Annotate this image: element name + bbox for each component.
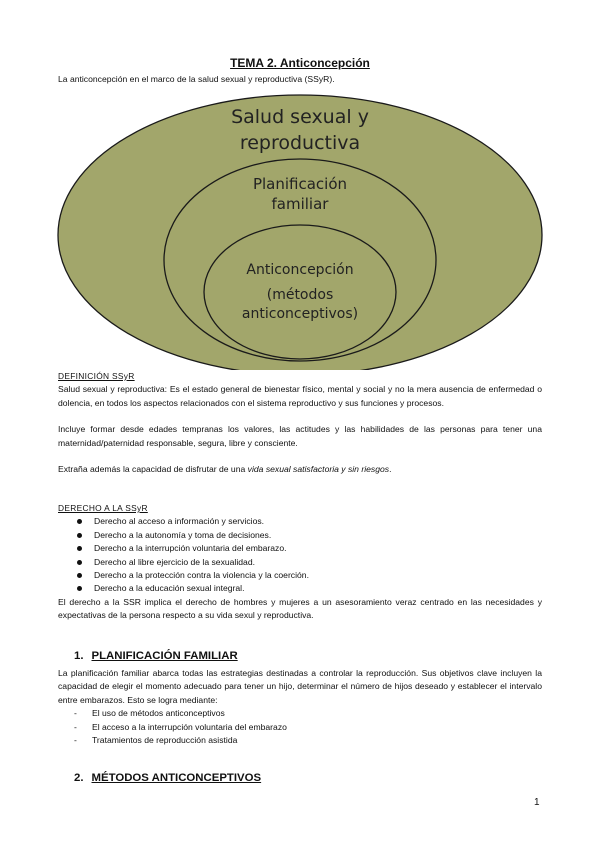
section1-list <box>58 707 542 747</box>
p3-post: . <box>389 464 392 475</box>
p3-pre: Extraña además la capacidad de disfrutar de una <box>58 464 248 475</box>
p3-emphasis: vida sexual satisfactoria y sin riesgos <box>247 464 390 475</box>
page-title: TEMA 2. Anticoncepción <box>230 56 370 70</box>
definicion-heading: DEFINICIÓN SSyR <box>58 371 135 381</box>
list-item: Derecho a la educación sexual integral. <box>58 582 542 595</box>
derecho-heading: DERECHO A LA SSyR <box>58 503 148 513</box>
definicion-paragraph-2: Incluye formar desde edades tempranas los valores, las actitudes y las habilidades de las personas para tener una maternidad/paternidad responsable, segura, libre y consciente. <box>58 424 542 448</box>
inner-label-line3: anticonceptivos) <box>241 306 359 322</box>
middle-label-line2: familiar <box>271 195 329 213</box>
section2-label: MÉTODOS ANTICONCEPTIVOS <box>91 772 262 784</box>
section1-number: 1. <box>74 650 84 662</box>
list-item: - El uso de métodos anticonceptivos <box>58 707 542 720</box>
definicion-paragraph-1: Salud sexual y reproductiva: Es el estado general de bienestar físico, mental y social y no la mera ausencia de enfermedad o dolencia, en todos los aspectos relacionados con el sistema reproductivo y sus funciones y procesos. <box>58 384 542 408</box>
section1-body <box>58 667 542 747</box>
inner-label-line2: (métodos <box>266 287 334 303</box>
derecho-section <box>58 502 542 623</box>
list-item: - Tratamientos de reproducción asistida <box>58 734 542 747</box>
derecho-list <box>58 515 542 595</box>
intro-text: La anticoncepción en el marco de la salud sexual y reproductiva (SSyR). <box>58 74 335 84</box>
list-item: Derecho al acceso a información y servicios. <box>58 515 542 528</box>
outer-label-line1: Salud sexual y <box>231 106 369 128</box>
inner-label-line1: Anticoncepción <box>246 262 354 278</box>
middle-label-line1: Planificación <box>252 175 348 193</box>
section1-label: PLANIFICACIÓN FAMILIAR <box>91 650 238 662</box>
section2-number: 2. <box>74 772 84 784</box>
list-item: Derecho al libre ejercicio de la sexualidad. <box>58 556 542 569</box>
derecho-closing: El derecho a la SSR implica el derecho de hombres y mujeres a un asesoramiento veraz centrado en las necesidades y expectativas de la persona respecto a su vida sexul y reproductiva. <box>58 596 542 621</box>
outer-label-line2: reproductiva <box>239 132 361 154</box>
ssyr-nested-diagram <box>0 0 600 370</box>
page-number: 1 <box>534 797 540 808</box>
section2-heading <box>74 772 261 784</box>
list-item: - El acceso a la interrupción voluntaria del embarazo <box>58 721 542 734</box>
definicion-paragraph-3 <box>58 463 542 476</box>
section1-heading <box>74 650 238 662</box>
list-item: Derecho a la interrupción voluntaria del embarazo. <box>58 542 542 555</box>
definicion-section <box>58 370 542 476</box>
list-item: Derecho a la protección contra la violencia y la coerción. <box>58 569 542 582</box>
section1-paragraph: La planificación familiar abarca todas las estrategias destinadas a controlar la reproducción. Sus objetivos clave incluyen la capacidad de elegir el momento adecuado para tener un hijo, determinar el número de hijos deseado y establecer el intervalo entre embarazos. Esto se logra mediante: <box>58 668 542 705</box>
list-item: Derecho a la autonomía y toma de decisiones. <box>58 529 542 542</box>
